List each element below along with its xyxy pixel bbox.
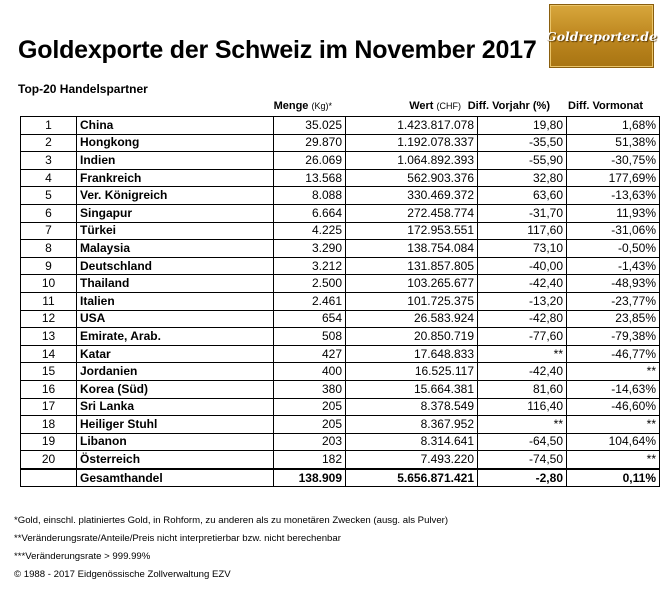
wert-cell: 172.953.551 [346,222,478,240]
diff-vorjahr-cell: -40,00 [478,257,567,275]
diff-vormonat-cell: 11,93% [567,204,660,222]
menge-cell: 2.500 [274,275,346,293]
country-cell: Malaysia [77,240,274,258]
wert-cell: 8.314.641 [346,433,478,451]
diff-vormonat-cell: 1,68% [567,117,660,135]
menge-cell: 4.225 [274,222,346,240]
menge-cell: 654 [274,310,346,328]
diff-vorjahr-cell: -42,40 [478,275,567,293]
diff-vorjahr-cell: 116,40 [478,398,567,416]
table-row [21,187,660,205]
footnote: **Veränderungsrate/Anteile/Preis nicht interpretierbar bzw. nicht berechenbar [14,533,341,544]
table-subtitle: Top-20 Handelspartner [18,82,148,96]
wert-cell: 16.525.117 [346,363,478,381]
diff-vormonat-cell: -46,77% [567,345,660,363]
trade-partner-table [20,116,660,487]
diff-vormonat-cell: ** [567,416,660,434]
rank-cell: 15 [21,363,77,381]
header-menge-label: Menge [273,100,309,112]
wert-cell: 1.423.817.078 [346,117,478,135]
menge-cell: 6.664 [274,204,346,222]
country-cell: Österreich [77,451,274,469]
rank-cell: 12 [21,310,77,328]
country-cell: Sri Lanka [77,398,274,416]
menge-cell: 508 [274,328,346,346]
total-diff-vormonat-cell: 0,11% [567,469,660,487]
rank-cell: 3 [21,152,77,170]
table-body [21,117,660,487]
diff-vorjahr-cell: -13,20 [478,292,567,310]
diff-vormonat-cell: -0,50% [567,240,660,258]
table-row [21,117,660,135]
menge-cell: 205 [274,398,346,416]
country-cell: Frankreich [77,169,274,187]
wert-cell: 272.458.774 [346,204,478,222]
footnote: ***Veränderungsrate > 999.99% [14,551,151,562]
diff-vorjahr-cell: ** [478,345,567,363]
rank-cell: 4 [21,169,77,187]
menge-cell: 29.870 [274,134,346,152]
total-rank-cell [21,469,77,487]
rank-cell: 5 [21,187,77,205]
wert-cell: 1.064.892.393 [346,152,478,170]
diff-vorjahr-cell: 81,60 [478,380,567,398]
diff-vorjahr-cell: 63,60 [478,187,567,205]
country-cell: Thailand [77,275,274,293]
diff-vorjahr-cell: -55,90 [478,152,567,170]
country-cell: Libanon [77,433,274,451]
total-wert-cell: 5.656.871.421 [346,469,478,487]
menge-cell: 182 [274,451,346,469]
rank-cell: 7 [21,222,77,240]
rank-cell: 6 [21,204,77,222]
wert-cell: 101.725.375 [346,292,478,310]
wert-cell: 103.265.677 [346,275,478,293]
menge-cell: 205 [274,416,346,434]
header-menge [262,100,332,112]
table-row [21,451,660,469]
country-cell: Katar [77,345,274,363]
diff-vormonat-cell: -31,06% [567,222,660,240]
logo-text: Goldreporter.de [546,28,657,44]
header-wert [335,100,461,112]
diff-vorjahr-cell: -31,70 [478,204,567,222]
wert-cell: 17.648.833 [346,345,478,363]
menge-cell: 26.069 [274,152,346,170]
diff-vorjahr-cell: 117,60 [478,222,567,240]
table-row [21,134,660,152]
menge-cell: 400 [274,363,346,381]
table-row [21,416,660,434]
country-cell: Singapur [77,204,274,222]
diff-vormonat-cell: -13,63% [567,187,660,205]
rank-cell: 9 [21,257,77,275]
table-row [21,328,660,346]
country-cell: Heiliger Stuhl [77,416,274,434]
diff-vorjahr-cell: -42,80 [478,310,567,328]
wert-cell: 7.493.220 [346,451,478,469]
diff-vormonat-cell: -14,63% [567,380,660,398]
menge-cell: 3.212 [274,257,346,275]
menge-cell: 2.461 [274,292,346,310]
wert-cell: 138.754.084 [346,240,478,258]
wert-cell: 26.583.924 [346,310,478,328]
rank-cell: 18 [21,416,77,434]
diff-vormonat-cell: 51,38% [567,134,660,152]
header-wert-unit: (CHF) [436,101,461,111]
rank-cell: 19 [21,433,77,451]
diff-vormonat-cell: -1,43% [567,257,660,275]
wert-cell: 131.857.805 [346,257,478,275]
wert-cell: 8.378.549 [346,398,478,416]
table-row [21,363,660,381]
table-row [21,292,660,310]
rank-cell: 16 [21,380,77,398]
rank-cell: 2 [21,134,77,152]
diff-vorjahr-cell: ** [478,416,567,434]
wert-cell: 562.903.376 [346,169,478,187]
rank-cell: 20 [21,451,77,469]
total-label-cell: Gesamthandel [77,469,274,487]
country-cell: Korea (Süd) [77,380,274,398]
country-cell: Emirate, Arab. [77,328,274,346]
diff-vormonat-cell: -23,77% [567,292,660,310]
rank-cell: 10 [21,275,77,293]
menge-cell: 427 [274,345,346,363]
footnotes [14,512,448,584]
diff-vorjahr-cell: 32,80 [478,169,567,187]
total-diff-vorjahr-cell: -2,80 [478,469,567,487]
diff-vorjahr-cell: 73,10 [478,240,567,258]
diff-vormonat-cell: ** [567,451,660,469]
diff-vormonat-cell: ** [567,363,660,381]
diff-vorjahr-cell: -77,60 [478,328,567,346]
country-cell: Indien [77,152,274,170]
table-row [21,310,660,328]
menge-cell: 13.568 [274,169,346,187]
diff-vormonat-cell: -79,38% [567,328,660,346]
table-row [21,222,660,240]
country-cell: Italien [77,292,274,310]
menge-cell: 380 [274,380,346,398]
menge-cell: 35.025 [274,117,346,135]
table-row [21,257,660,275]
goldreporter-logo [546,4,657,68]
total-menge-cell: 138.909 [274,469,346,487]
rank-cell: 17 [21,398,77,416]
wert-cell: 1.192.078.337 [346,134,478,152]
footnote: *Gold, einschl. platiniertes Gold, in Rohform, zu anderen als zu monetären Zwecken (ausg. als Pulver) [14,515,449,526]
table-row [21,345,660,363]
table-row [21,380,660,398]
table-row [21,152,660,170]
table-row [21,275,660,293]
header-wert-label: Wert [409,100,434,112]
wert-cell: 20.850.719 [346,328,478,346]
table-row [21,169,660,187]
country-cell: Deutschland [77,257,274,275]
country-cell: Ver. Königreich [77,187,274,205]
rank-cell: 13 [21,328,77,346]
menge-cell: 3.290 [274,240,346,258]
diff-vorjahr-cell: -74,50 [478,451,567,469]
diff-vorjahr-cell: -64,50 [478,433,567,451]
country-cell: USA [77,310,274,328]
diff-vormonat-cell: -48,93% [567,275,660,293]
diff-vormonat-cell: -46,60% [567,398,660,416]
header-menge-unit: (Kg)* [311,101,332,111]
diff-vormonat-cell: 104,64% [567,433,660,451]
country-cell: China [77,117,274,135]
country-cell: Hongkong [77,134,274,152]
header-diff-vorjahr: Diff. Vorjahr (%) [467,100,550,112]
diff-vormonat-cell: 177,69% [567,169,660,187]
country-cell: Türkei [77,222,274,240]
wert-cell: 15.664.381 [346,380,478,398]
rank-cell: 1 [21,117,77,135]
diff-vorjahr-cell: 19,80 [478,117,567,135]
table-row [21,398,660,416]
rank-cell: 8 [21,240,77,258]
rank-cell: 14 [21,345,77,363]
rank-cell: 11 [21,292,77,310]
page-title: Goldexporte der Schweiz im November 2017 [18,36,537,64]
table-row [21,433,660,451]
menge-cell: 203 [274,433,346,451]
diff-vormonat-cell: -30,75% [567,152,660,170]
copyright: © 1988 - 2017 Eidgenössische Zollverwaltung EZV [14,569,231,580]
wert-cell: 8.367.952 [346,416,478,434]
table-row [21,204,660,222]
diff-vorjahr-cell: -35,50 [478,134,567,152]
diff-vorjahr-cell: -42,40 [478,363,567,381]
table-row [21,240,660,258]
header-diff-vormonat: Diff. Vormonat [568,100,643,112]
diff-vormonat-cell: 23,85% [567,310,660,328]
country-cell: Jordanien [77,363,274,381]
menge-cell: 8.088 [274,187,346,205]
total-row [21,469,660,487]
wert-cell: 330.469.372 [346,187,478,205]
